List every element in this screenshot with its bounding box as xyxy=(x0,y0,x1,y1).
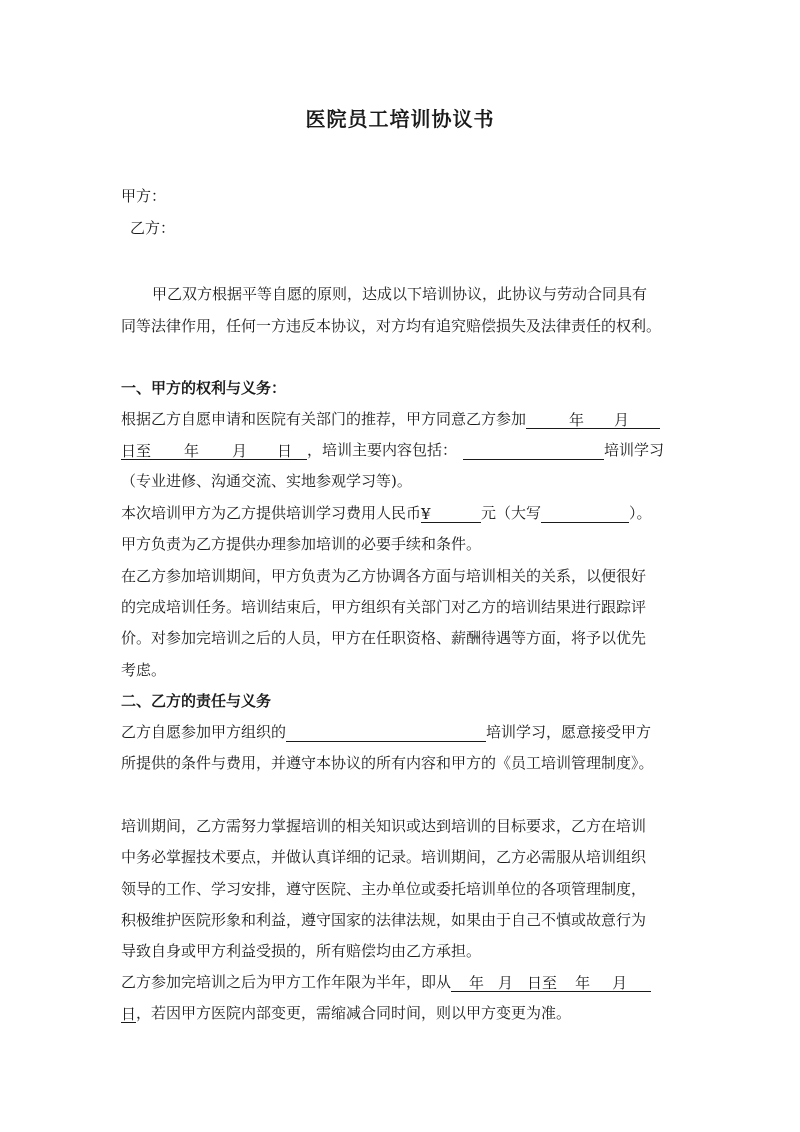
service-year-label: 年 xyxy=(469,974,485,992)
section2-p3-line1 xyxy=(121,972,651,992)
section1-p1-line3: （专业进修、沟通交流、实地参观学习等)。 xyxy=(121,472,412,490)
section1-p1-line1 xyxy=(121,409,660,429)
month-label-2: 月 xyxy=(232,442,248,460)
day-to-label: 日至 xyxy=(121,442,152,460)
party-a-label: 甲方： xyxy=(121,187,167,205)
yen-icon: ¥ xyxy=(421,505,431,523)
section2-p2-line3: 领导的工作、学习安排，遵守医院、主办单位或委托培训单位的各项管理制度， xyxy=(121,880,647,898)
section1-p4-line4: 考虑。 xyxy=(121,661,167,679)
section1-p4-line1: 在乙方参加培训期间，甲方负责为乙方协调各方面与培训相关的关系，以便很好 xyxy=(121,567,647,585)
section2-p1-text: 乙方自愿参加甲方组织的 xyxy=(121,723,287,741)
section2-p2-line4: 积极维护医院形象和利益，遵守国家的法律法规，如果由于自己不慎或故意行为 xyxy=(121,911,647,929)
party-b-label: 乙方： xyxy=(130,219,176,237)
training-name-blank[interactable] xyxy=(286,723,486,742)
service-month-label-2: 月 xyxy=(612,974,628,992)
section2-p2-line5: 导致自身或甲方利益受损的，所有赔偿均由乙方承担。 xyxy=(121,942,482,960)
service-end-day-blank[interactable]: 日 xyxy=(121,1005,137,1023)
train-study-label: 培训学习 xyxy=(604,441,665,459)
service-period-text: 乙方参加完培训之后为甲方工作年限为半年，即从 xyxy=(121,973,452,991)
fee-uppercase-label: 元（大写 xyxy=(481,504,542,522)
day-end-label: 日 xyxy=(277,442,293,460)
section2-p2-line2: 中务必掌握技术要点，并做认真详细的记录。培训期间，乙方必需服从培训组织 xyxy=(121,848,647,866)
fee-amount-blank[interactable] xyxy=(421,504,481,523)
section2-p2-line1: 培训期间，乙方需努力掌握培训的相关知识或达到培训的目标要求，乙方在培训 xyxy=(121,817,647,835)
section2-heading: 二、乙方的责任与义务 xyxy=(121,692,272,710)
fee-uppercase-blank[interactable] xyxy=(541,504,629,523)
service-month-label: 月 xyxy=(498,974,514,992)
section1-p3: 甲方负责为乙方提供办理参加培训的必要手续和条件。 xyxy=(121,535,482,553)
document-title: 医院员工培训协议书 xyxy=(305,107,495,131)
section1-p1-text: 根据乙方自愿申请和医院有关部门的推荐，甲方同意乙方参加 xyxy=(121,410,527,428)
section2-p1-text-b: 培训学习，愿意接受甲方 xyxy=(486,723,652,741)
training-content-label: ，培训主要内容包括： xyxy=(307,441,458,459)
intro-line-2: 同等法律作用，任何一方违反本协议，对方均有追究赔偿损失及法律责任的权利。 xyxy=(121,317,662,335)
year-label-2: 年 xyxy=(184,442,200,460)
section2-p1-line2: 所提供的条件与费用，并遵守本协议的所有内容和甲方的《员工培训管理制度》。 xyxy=(121,754,654,772)
section1-p4-line2: 的完成培训任务。培训结束后，甲方组织有关部门对乙方的培训结果进行跟踪评 xyxy=(121,598,647,616)
fee-text: 本次培训甲方为乙方提供培训学习费用人民币 xyxy=(121,504,422,522)
section2-p1-line1 xyxy=(121,722,651,742)
section2-p3-line2 xyxy=(121,1003,571,1023)
month-label: 月 xyxy=(614,411,630,429)
section1-fee-line xyxy=(121,503,652,523)
service-year-label-2: 年 xyxy=(575,974,591,992)
intro-line-1: 甲乙双方根据平等自愿的原则，达成以下培训协议，此协议与劳动合同具有 xyxy=(152,285,648,303)
training-end-date-blank[interactable] xyxy=(121,441,307,460)
service-period-blank[interactable] xyxy=(451,973,651,992)
fee-close: ）。 xyxy=(629,504,652,522)
section1-p1-line2 xyxy=(121,440,664,460)
service-period-note: ，若因甲方医院内部变更，需缩减合同时间，则以甲方变更为准。 xyxy=(136,1004,572,1022)
section1-p4-line3: 价。对参加完培训之后的人员，甲方在任职资格、薪酬待遇等方面，将予以优先 xyxy=(121,629,647,647)
training-content-blank[interactable] xyxy=(463,441,604,460)
service-day-to-label: 日至 xyxy=(527,974,558,992)
section1-heading: 一、甲方的权利与义务： xyxy=(121,379,287,397)
training-period-blank[interactable] xyxy=(526,410,660,429)
year-label: 年 xyxy=(569,411,585,429)
